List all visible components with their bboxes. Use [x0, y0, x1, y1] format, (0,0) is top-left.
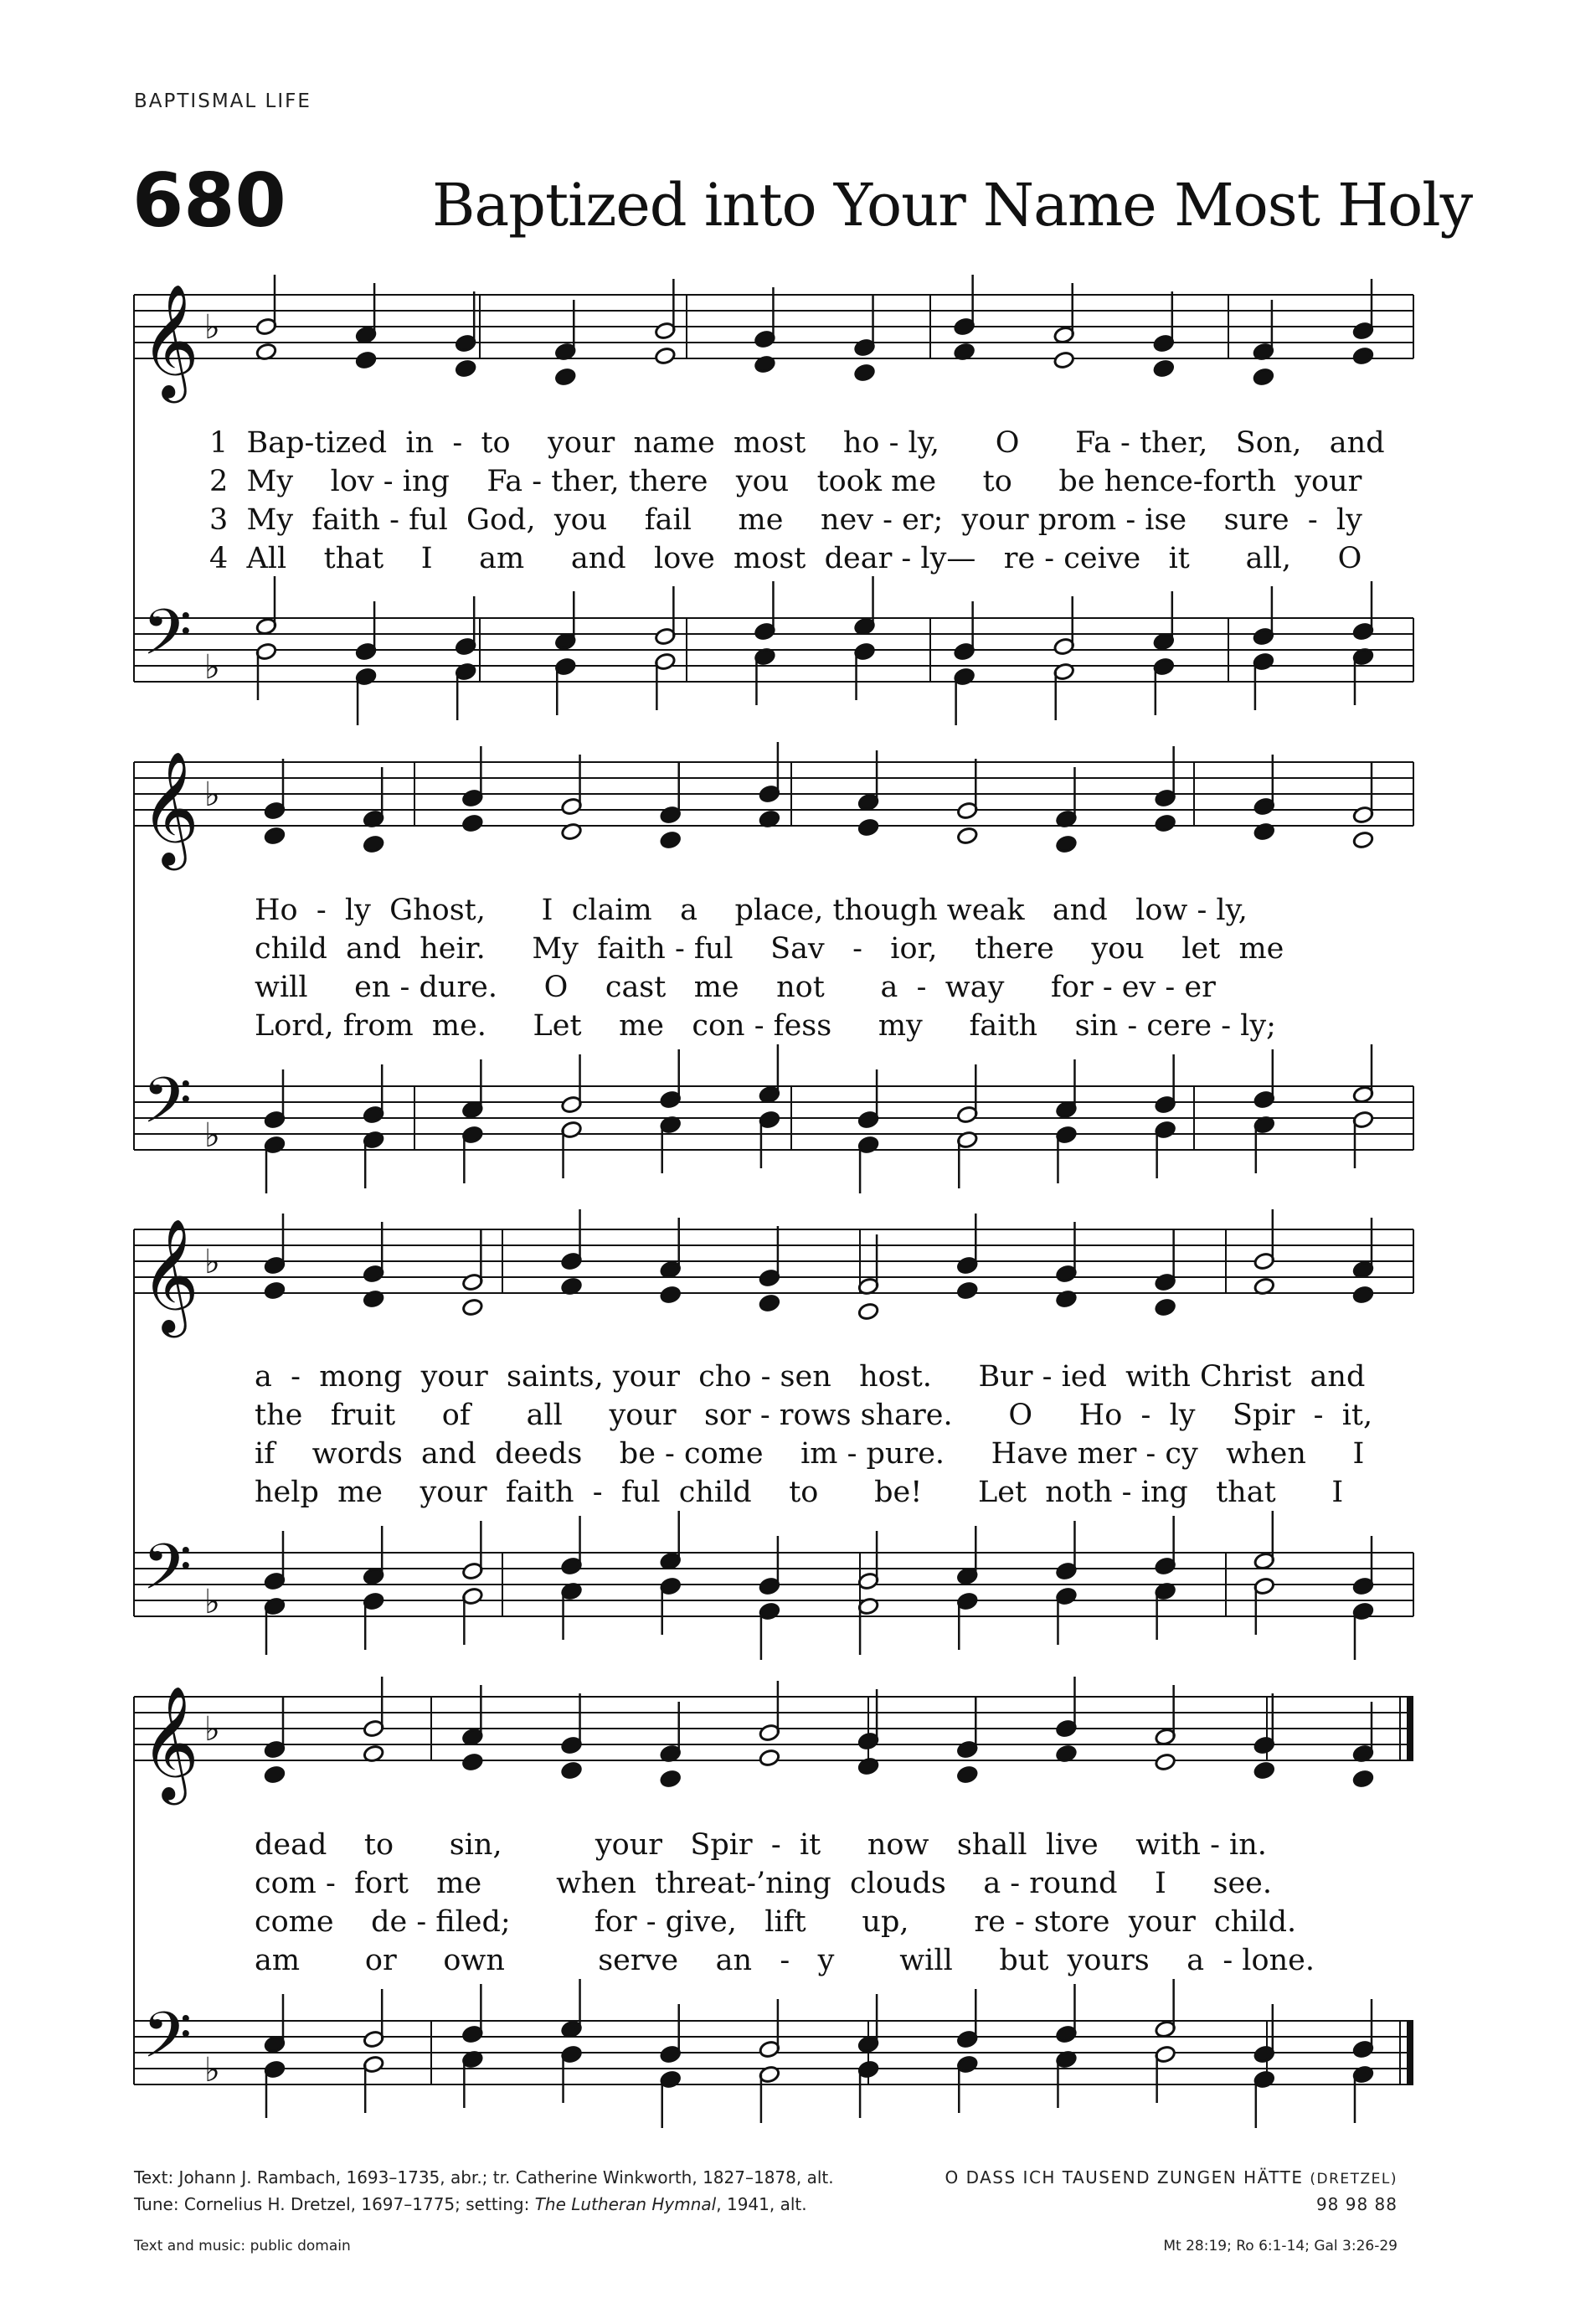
lyric-line: com - fort me when threat-’ning clouds a - round I see. [255, 1867, 1273, 1900]
section-heading: BAPTISMAL LIFE [134, 90, 311, 112]
notehead [1055, 835, 1077, 854]
copyright-note: Text and music: public domain [134, 2238, 351, 2254]
lyric-line: will en - dure. O cast me not a - way for - ev - er [255, 971, 1216, 1004]
flat-sign: ♭ [204, 308, 220, 347]
lyric-line: 2 My lov - ing Fa - ther, there you took me to be hence-forth your [209, 465, 1362, 498]
notehead [1253, 1761, 1275, 1780]
scripture-refs: Mt 28:19; Ro 6:1-14; Gal 3:26-29 [1163, 2238, 1398, 2254]
notehead [1155, 814, 1176, 833]
notehead [1352, 1770, 1374, 1789]
flat-sign: ♭ [204, 1583, 220, 1621]
flat-sign: ♭ [204, 1243, 220, 1281]
meter: 98 98 88 [1315, 2194, 1398, 2214]
text-credit: Text: Johann J. Rambach, 1693–1735, abr.; tr. Catherine Winkworth, 1827–1878, alt. [134, 2167, 834, 2187]
notehead [956, 1281, 978, 1301]
notehead [759, 1294, 780, 1313]
notehead [560, 1761, 582, 1780]
notehead [1352, 1286, 1374, 1305]
lyric-line: Ho - ly Ghost, I claim a place, though weak and low - ly, [255, 894, 1248, 927]
lyric-line: if words and deeds be - come im - pure. Have mer - cy when I [255, 1437, 1365, 1471]
lyric-line: Lord, from me. Let me con - fess my faith sin - cere - ly; [255, 1009, 1276, 1043]
flat-sign: ♭ [204, 776, 220, 814]
notehead [1053, 351, 1075, 370]
notehead [363, 835, 384, 854]
notehead [461, 814, 483, 833]
notehead [857, 818, 879, 837]
treble-clef: 𝄞 [141, 750, 199, 865]
lyric-line: am or own serve an - y will but yours a - lone. [255, 1944, 1315, 1977]
treble-clef: 𝄞 [141, 1217, 199, 1332]
notehead [956, 1765, 978, 1785]
bass-clef: 𝄢 [142, 595, 193, 685]
notehead [660, 1770, 682, 1789]
flat-sign: ♭ [204, 648, 220, 687]
notehead [264, 827, 286, 846]
lyric-line: 3 My faith - ful God, you fail me nev - er; your prom - ise sure - ly [209, 503, 1362, 537]
notehead [660, 831, 682, 850]
notehead [554, 368, 576, 387]
notehead [355, 351, 377, 370]
notehead [654, 347, 676, 366]
notehead [857, 1302, 879, 1322]
bass-clef: 𝄢 [142, 1530, 193, 1620]
lyric-line: 4 All that I am and love most dear - ly— re - ceive it all, O [209, 542, 1362, 575]
hymn-number: 680 [132, 157, 286, 244]
hymn-title: Baptized into Your Name Most Holy [432, 171, 1473, 240]
lyric-line: a - mong your saints, your cho - sen host. Bur - ied with Christ and [255, 1360, 1366, 1394]
lyric-line: child and heir. My faith - ful Sav - ior, there you let me [255, 932, 1284, 966]
bass-clef: 𝄢 [142, 1064, 193, 1153]
notehead [660, 1286, 682, 1305]
treble-clef: 𝄞 [141, 1684, 199, 1800]
final-barline [1407, 1697, 1413, 1760]
notehead [1352, 347, 1374, 366]
lyric-line: the fruit of all your sor - rows share. O Ho - ly Spir - it, [255, 1399, 1373, 1432]
notehead [461, 1298, 483, 1317]
tune-credit: Tune: Cornelius H. Dretzel, 1697–1775; setting: The Lutheran Hymnal, 1941, alt. [134, 2194, 807, 2214]
lyric-line: dead to sin, your Spir - it now shall live with - in. [255, 1828, 1267, 1862]
notehead [264, 1765, 286, 1785]
notehead [1155, 1753, 1176, 1772]
notehead [461, 1753, 483, 1772]
lyric-line: 1 Bap-tized in - to your name most ho - ly, O Fa - ther, Son, and [209, 426, 1385, 460]
flat-sign: ♭ [204, 2051, 220, 2090]
lyric-line: come de - filed; for - give, lift up, re - store your child. [255, 1905, 1297, 1939]
tune-name: O DASS ICH TAUSEND ZUNGEN HÄTTE (DRETZEL) [945, 2167, 1398, 2187]
flat-sign: ♭ [204, 1710, 220, 1749]
bass-clef: 𝄢 [142, 1998, 193, 2088]
lyric-line: help me your faith - ful child to be! Let noth - ing that I [255, 1476, 1344, 1509]
notehead [759, 1749, 780, 1768]
notehead [1253, 368, 1274, 387]
notehead [1155, 1298, 1176, 1317]
final-barline [1407, 2021, 1413, 2084]
notehead [956, 827, 978, 846]
notehead [1153, 359, 1175, 379]
notehead [455, 359, 476, 379]
notehead [853, 363, 875, 383]
notehead [264, 1281, 286, 1301]
flat-sign: ♭ [204, 1116, 220, 1155]
treble-clef: 𝄞 [141, 282, 199, 398]
notehead [1352, 831, 1374, 850]
